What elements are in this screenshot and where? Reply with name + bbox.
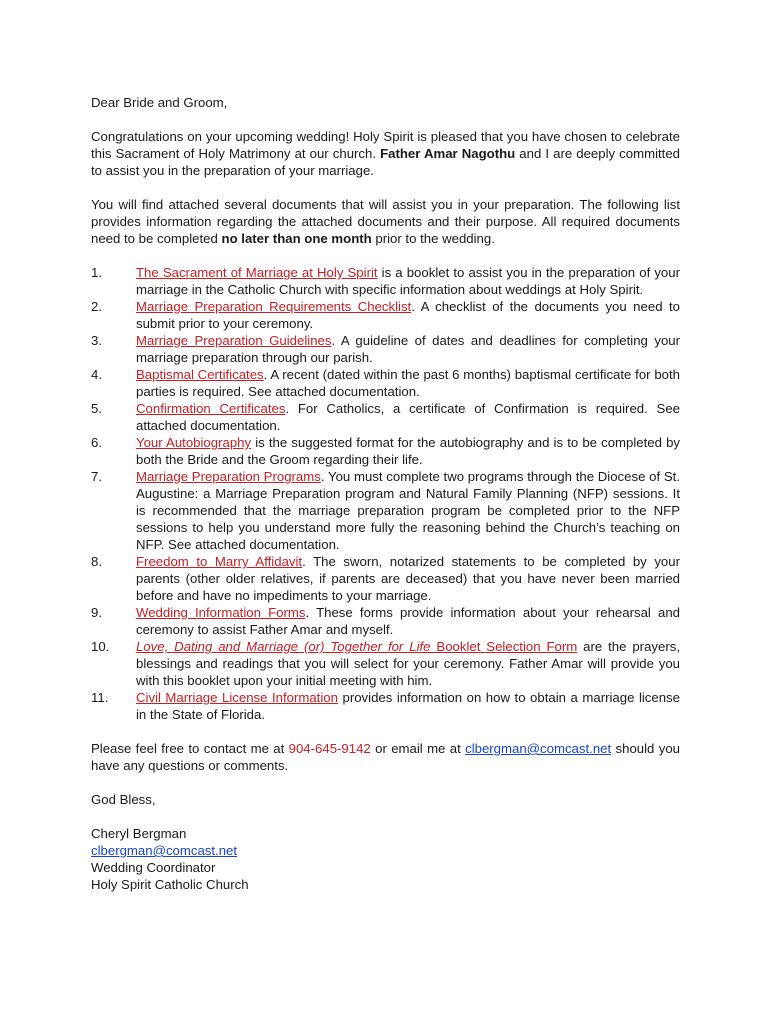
signer-organization: Holy Spirit Catholic Church [91,877,249,892]
item-description: . You must complete two programs through the Diocese of St. Augustine: a Marriage Preparation program and Natural Family Planning (NFP) sessions. It is recommended that the marriage preparation program be completed prior to the NFP sessions to help you understand more fully the reasoning behind the Church’s teaching on NFP. See attached documentation. [136,469,680,552]
item-text [136,264,680,298]
list-item [91,332,680,366]
booklet-titles-link[interactable]: Love, Dating and Marriage (or) Together for Life [136,639,431,654]
baptismal-certificates-link[interactable]: Baptismal Certificates [136,367,264,382]
item-text [136,400,680,434]
item-description: is a booklet to assist you in the preparation of your marriage in the Catholic Church with specific information about weddings at Holy Spirit. [136,265,680,297]
list-item [91,468,680,553]
list-item [91,434,680,468]
intro-paragraph [91,128,680,179]
autobiography-link[interactable]: Your Autobiography [136,435,252,450]
item-number: 10. [91,639,110,654]
preparation-programs-link[interactable]: Marriage Preparation Programs [136,469,321,484]
contact-paragraph [91,740,680,774]
item-number: 8. [91,554,102,569]
item-number: 2. [91,299,102,314]
list-item [91,604,680,638]
freedom-to-marry-link[interactable]: Freedom to Marry Affidavit [136,554,303,569]
list-item [91,400,680,434]
item-text [136,332,680,366]
item-number: 4. [91,367,102,382]
item-description: . A guideline of dates and deadlines for completing your marriage preparation through our parish. [136,333,681,365]
contact-email-link[interactable]: clbergman@comcast.net [465,741,612,756]
signer-email-link[interactable]: clbergman@comcast.net [91,843,238,858]
documents-text: You will find attached several documents that will assist you in your preparation. The following list provides information regarding the attached documents and their purpose. All required documents need to be completed [91,197,680,246]
contact-text: Please feel free to contact me at [91,741,289,756]
list-item [91,298,680,332]
item-description: are the prayers, blessings and readings that you will select for your ceremony. Father Amar will provide you with this booklet upon your initial meeting with him. [136,639,680,688]
intro-text-end: and I are deeply committed to assist you in the preparation of your marriage. [91,146,680,178]
list-item [91,553,680,604]
booklet-selection-form-link[interactable]: Booklet Selection Form [430,639,578,654]
item-description: . A checklist of the documents you need to submit prior to your ceremony. [136,299,680,331]
item-description: . The sworn, notarized statements to be completed by your parents (other older relatives, if parents are deceased) that you have never been married before and have no impediments to your marriage. [136,554,680,603]
item-description: . These forms provide information about your rehearsal and ceremony to assist Father Amar and myself. [136,605,681,637]
preparation-guidelines-link[interactable]: Marriage Preparation Guidelines [136,333,332,348]
item-text [136,434,680,468]
item-text [136,689,680,723]
contact-text-end: should you have any questions or comments. [91,741,680,773]
list-item [91,366,680,400]
priest-name: Father Amar Nagothu [380,146,516,161]
phone-number: 904-645-9142 [288,741,371,756]
documents-paragraph [91,196,680,247]
item-text [136,553,680,604]
requirements-checklist-link[interactable]: Marriage Preparation Requirements Checklist [136,299,412,314]
documents-list [91,264,680,723]
intro-text: Congratulations on your upcoming wedding! Holy Spirit is pleased that you have chosen to celebrate this Sacrament of Holy Matrimony at our church. [91,129,680,161]
item-number: 1. [91,265,102,280]
item-description: is the suggested format for the autobiography and is to be completed by both the Bride and the Groom regarding their life. [136,435,680,467]
contact-text-middle: or email me at [370,741,466,756]
item-text [136,638,680,689]
item-description: . For Catholics, a certificate of Confirmation is required. See attached documentation. [136,401,680,433]
confirmation-certificates-link[interactable]: Confirmation Certificates [136,401,286,416]
signature-block [91,825,680,893]
list-item [91,689,680,723]
item-description: provides information on how to obtain a marriage license in the State of Florida. [136,690,680,722]
deadline-emphasis: no later than one month [221,231,372,246]
item-number: 6. [91,435,102,450]
documents-text-end: prior to the wedding. [371,231,495,246]
list-item [91,638,680,689]
closing: God Bless, [91,792,156,807]
item-text [136,298,680,332]
salutation: Dear Bride and Groom, [91,95,228,110]
item-text [136,468,680,553]
item-description: . A recent (dated within the past 6 months) baptismal certificate for both parties is required. See attached documentation. [136,367,681,399]
item-text [136,366,680,400]
item-number: 9. [91,605,102,620]
list-item [91,264,680,298]
civil-license-link[interactable]: Civil Marriage License Information [136,690,338,705]
item-number: 3. [91,333,102,348]
item-number: 5. [91,401,102,416]
item-text [136,604,680,638]
item-number: 7. [91,469,102,484]
item-number: 11. [91,690,109,705]
signer-title: Wedding Coordinator [91,860,216,875]
wedding-information-forms-link[interactable]: Wedding Information Forms [136,605,306,620]
sacrament-booklet-link[interactable]: The Sacrament of Marriage at Holy Spirit [136,265,378,280]
signer-name: Cheryl Bergman [91,826,187,841]
